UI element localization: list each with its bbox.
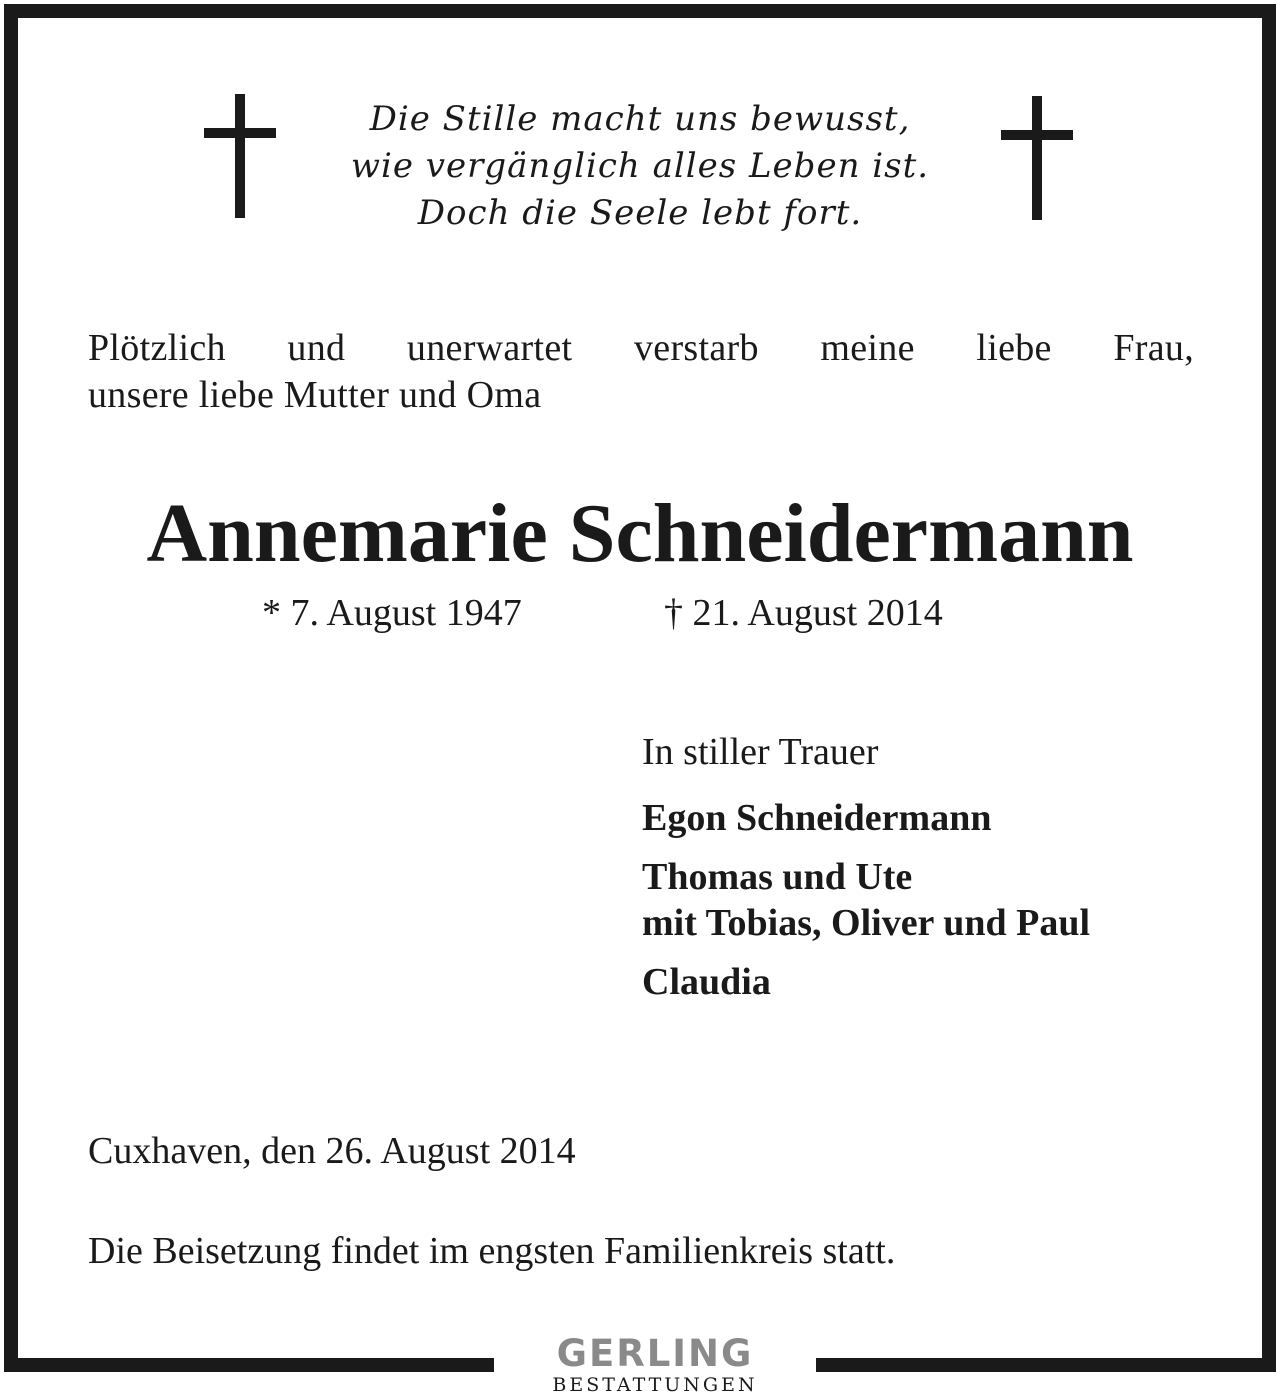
mourners-block [642, 727, 1242, 1003]
funeral-home-logo [494, 1334, 816, 1396]
intro-text [88, 325, 1194, 419]
mourner-name: mit Tobias, Oliver und Paul [642, 902, 1091, 944]
motto-line: Doch die Seele lebt fort. [417, 193, 863, 233]
motto-verse [300, 96, 980, 237]
mourner-name: Egon Schneidermann [642, 797, 992, 839]
motto-line: Die Stille macht uns bewusst, [369, 99, 911, 139]
mourning-heading: In stiller Trauer [642, 731, 879, 773]
mourner-name: Claudia [642, 961, 771, 1003]
bottom-rule-right [816, 1358, 1276, 1372]
death-date: † 21. August 2014 [664, 592, 943, 634]
deceased-name: Annemarie Schneidermann [146, 487, 1134, 580]
mourner-name: Thomas und Ute [642, 856, 913, 898]
birth-date: * 7. August 1947 [262, 592, 522, 634]
cross-icon [1001, 96, 1073, 220]
place-and-date: Cuxhaven, den 26. August 2014 [88, 1130, 576, 1172]
burial-note: Die Beisetzung findet im engsten Familienkreis statt. [88, 1230, 896, 1272]
logo-subtitle: BESTATTUNGEN [552, 1374, 758, 1396]
logo-brand: GERLING [556, 1332, 754, 1375]
bottom-rule-left [4, 1358, 494, 1372]
motto-line: wie vergänglich alles Leben ist. [350, 146, 930, 186]
intro-line-1: Plötzlich und unerwartet verstarb meine liebe Frau, [88, 327, 1194, 369]
cross-icon [204, 94, 276, 218]
intro-line-2: unsere liebe Mutter und Oma [88, 374, 542, 416]
